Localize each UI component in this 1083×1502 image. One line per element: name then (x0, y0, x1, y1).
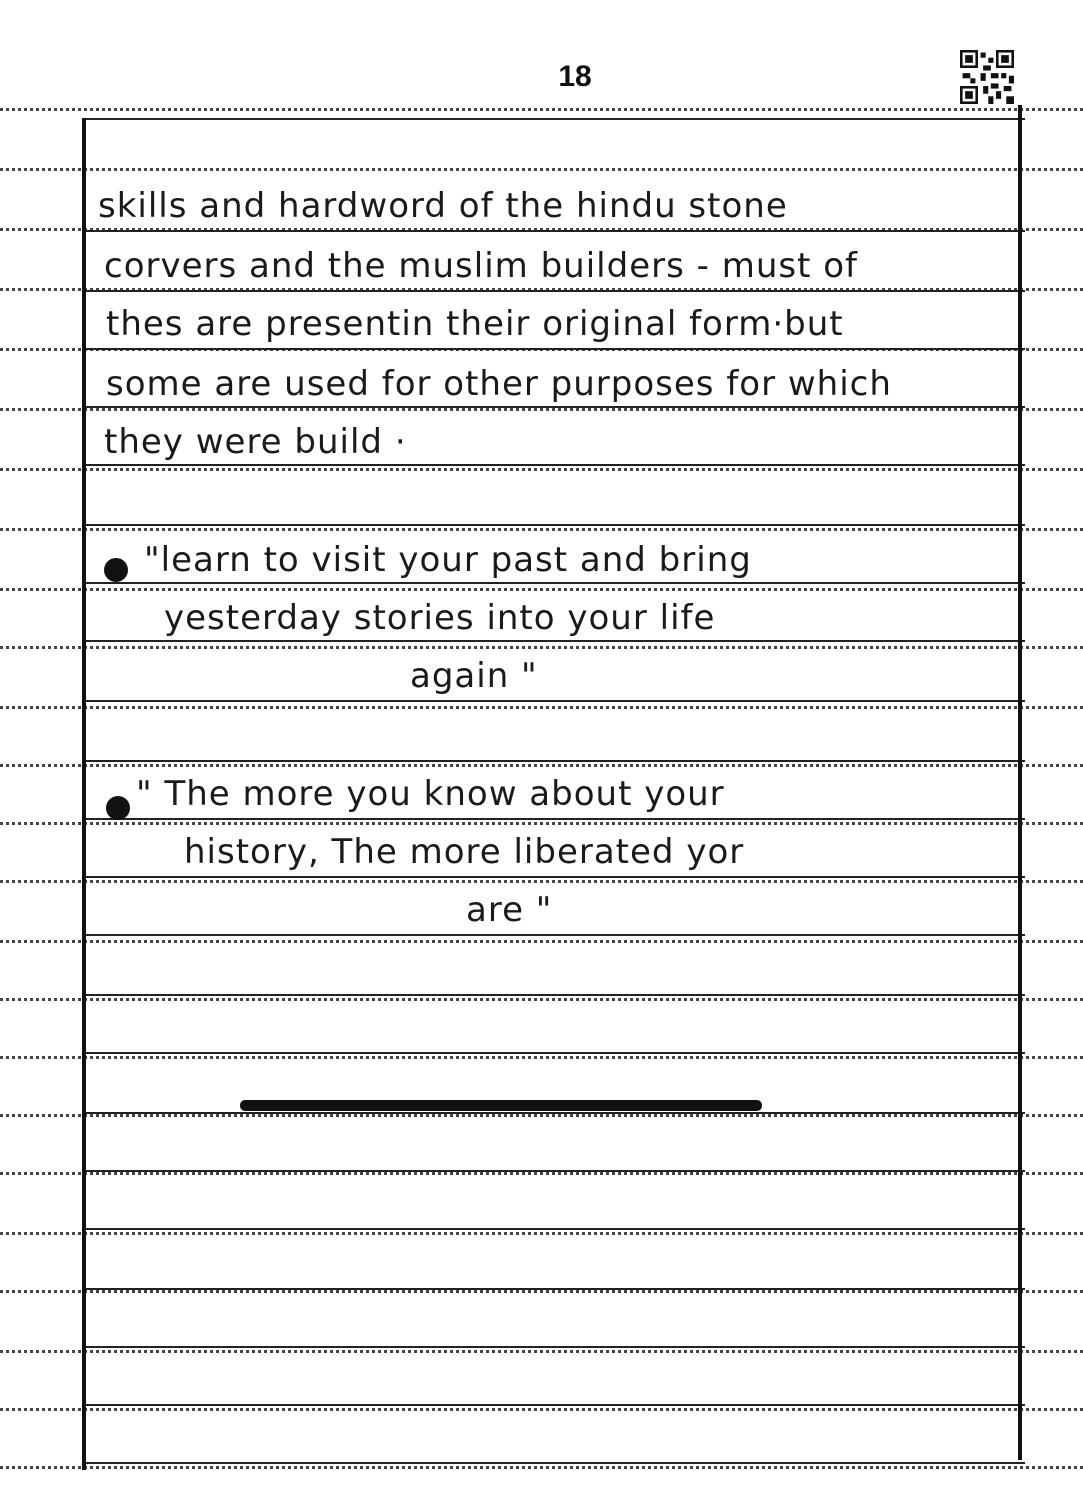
ruled-line (0, 1350, 1083, 1353)
writing-line (85, 348, 1025, 350)
ruled-line (0, 168, 1083, 171)
writing-line (85, 464, 1025, 466)
writing-line (85, 876, 1025, 878)
right-margin-line (1018, 105, 1022, 1460)
quote-2-line-1: " The more you know about your (136, 774, 725, 814)
writing-line (85, 994, 1025, 996)
ruled-line (0, 108, 1083, 111)
ruled-line (0, 1172, 1083, 1175)
ruled-line (0, 706, 1083, 709)
writing-line (85, 1346, 1025, 1348)
ruled-line (0, 1056, 1083, 1059)
writing-line (85, 1170, 1025, 1172)
writing-line (85, 640, 1025, 642)
quote-2-line-3: are " (466, 890, 553, 930)
writing-line (85, 700, 1025, 702)
writing-line (85, 524, 1025, 526)
writing-line (85, 1288, 1025, 1290)
writing-line (85, 1228, 1025, 1230)
ruled-line (0, 764, 1083, 767)
paragraph-line-2: corvers and the muslim builders - must of (104, 246, 858, 286)
quote-2-line-2: history, The more liberated yor (184, 832, 745, 872)
ruled-line (0, 1290, 1083, 1293)
writing-line (85, 760, 1025, 762)
ruled-line (0, 468, 1083, 471)
writing-line (85, 230, 1025, 232)
paragraph-line-5: they were build · (104, 422, 407, 462)
ruled-line (0, 408, 1083, 411)
ruled-line (0, 588, 1083, 591)
ruled-line (0, 880, 1083, 883)
ruled-line (0, 940, 1083, 943)
writing-line (85, 934, 1025, 936)
paragraph-line-1: skills and hardword of the hindu stone (98, 186, 788, 226)
ruled-line (0, 1232, 1083, 1235)
bullet-dot-icon (106, 796, 130, 820)
writing-line (85, 582, 1025, 584)
quote-1-line-3: again " (410, 656, 538, 696)
writing-line (85, 1052, 1025, 1054)
ruled-line (0, 822, 1083, 825)
quote-1-line-1: "learn to visit your past and bring (144, 540, 752, 580)
ruled-line (0, 1466, 1083, 1469)
qr-code-icon (960, 50, 1014, 104)
end-stroke (240, 1100, 762, 1111)
ruled-line (0, 1408, 1083, 1411)
writing-line (85, 1462, 1025, 1464)
page-number: 18 (558, 60, 592, 93)
ruled-line (0, 646, 1083, 649)
ruled-line (0, 528, 1083, 531)
left-margin-line (82, 118, 86, 1470)
writing-line (85, 1112, 1025, 1114)
paragraph-line-3: thes are presentin their original form·but (106, 304, 844, 344)
writing-line (85, 406, 1025, 408)
writing-line (85, 1404, 1025, 1406)
writing-line (85, 818, 1025, 820)
writing-line (85, 118, 1025, 120)
bullet-dot-icon (104, 558, 128, 582)
quote-1-line-2: yesterday stories into your life (164, 598, 716, 638)
paragraph-line-4: some are used for other purposes for which (106, 364, 892, 404)
ruled-line (0, 998, 1083, 1001)
ruled-line (0, 1114, 1083, 1117)
writing-line (85, 290, 1025, 292)
